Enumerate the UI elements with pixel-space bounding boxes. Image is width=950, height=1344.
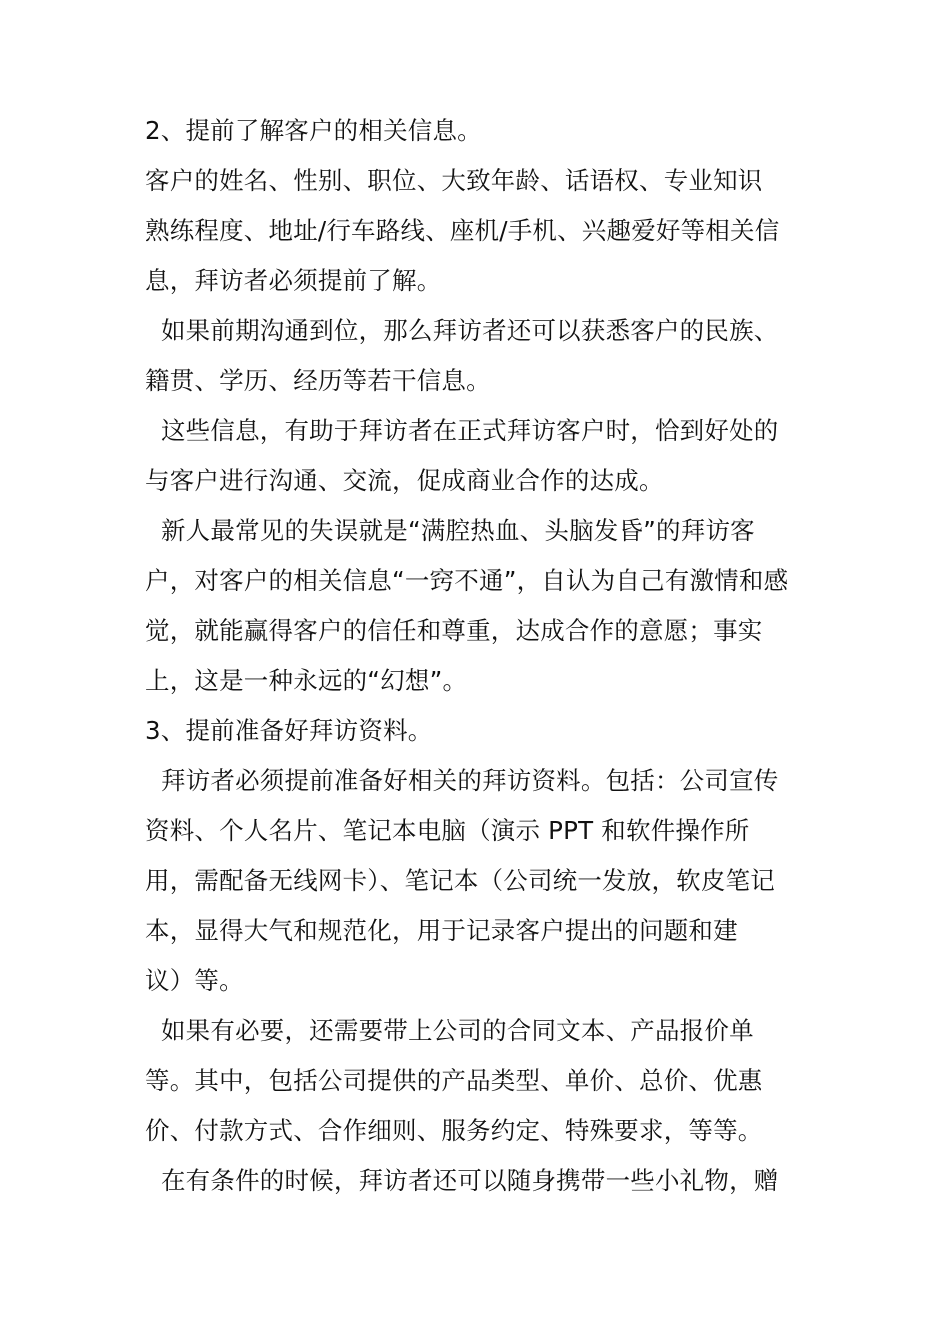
text-line: 如果前期沟通到位，那么拜访者还可以获悉客户的民族、 xyxy=(145,316,779,345)
text-line: 等。其中，包括公司提供的产品类型、单价、总价、优惠 xyxy=(145,1066,763,1095)
text-line: 拜访者必须提前准备好相关的拜访资料。包括：公司宣传 xyxy=(145,766,779,795)
text-line: 资料、个人名片、笔记本电脑（演示 PPT 和软件操作所 xyxy=(145,816,750,845)
text-line: 价、付款方式、合作细则、服务约定、特殊要求，等等。 xyxy=(145,1116,763,1145)
heading-3: 3、提前准备好拜访资料。 xyxy=(145,716,433,745)
text-line: 如果有必要，还需要带上公司的合同文本、产品报价单 xyxy=(145,1016,754,1045)
text-line: 客户的姓名、性别、职位、大致年龄、话语权、专业知识 xyxy=(145,166,763,195)
heading-2: 2、提前了解客户的相关信息。 xyxy=(145,116,482,145)
text-line: 在有条件的时候，拜访者还可以随身携带一些小礼物，赠 xyxy=(145,1166,779,1195)
text-line: 这些信息，有助于拜访者在正式拜访客户时，恰到好处的 xyxy=(145,416,779,445)
text-line: 上，这是一种永远的“幻想”。 xyxy=(145,666,468,695)
text-line: 与客户进行沟通、交流，促成商业合作的达成。 xyxy=(145,466,664,495)
text-line: 新人最常见的失误就是“满腔热血、头脑发昏”的拜访客 xyxy=(145,516,755,545)
text-line: 户，对客户的相关信息“一窍不通”，自认为自己有激情和感 xyxy=(145,566,789,595)
text-line: 用，需配备无线网卡）、笔记本（公司统一发放，软皮笔记 xyxy=(145,866,775,895)
text-line: 本，显得大气和规范化，用于记录客户提出的问题和建 xyxy=(145,916,738,945)
text-line: 息，拜访者必须提前了解。 xyxy=(145,266,442,295)
text-line: 籍贯、学历、经历等若干信息。 xyxy=(145,366,491,395)
text-line: 觉，就能赢得客户的信任和尊重，达成合作的意愿；事实 xyxy=(145,616,763,645)
text-line: 熟练程度、地址/行车路线、座机/手机、兴趣爱好等相关信 xyxy=(145,216,780,245)
text-line: 议）等。 xyxy=(145,966,244,995)
